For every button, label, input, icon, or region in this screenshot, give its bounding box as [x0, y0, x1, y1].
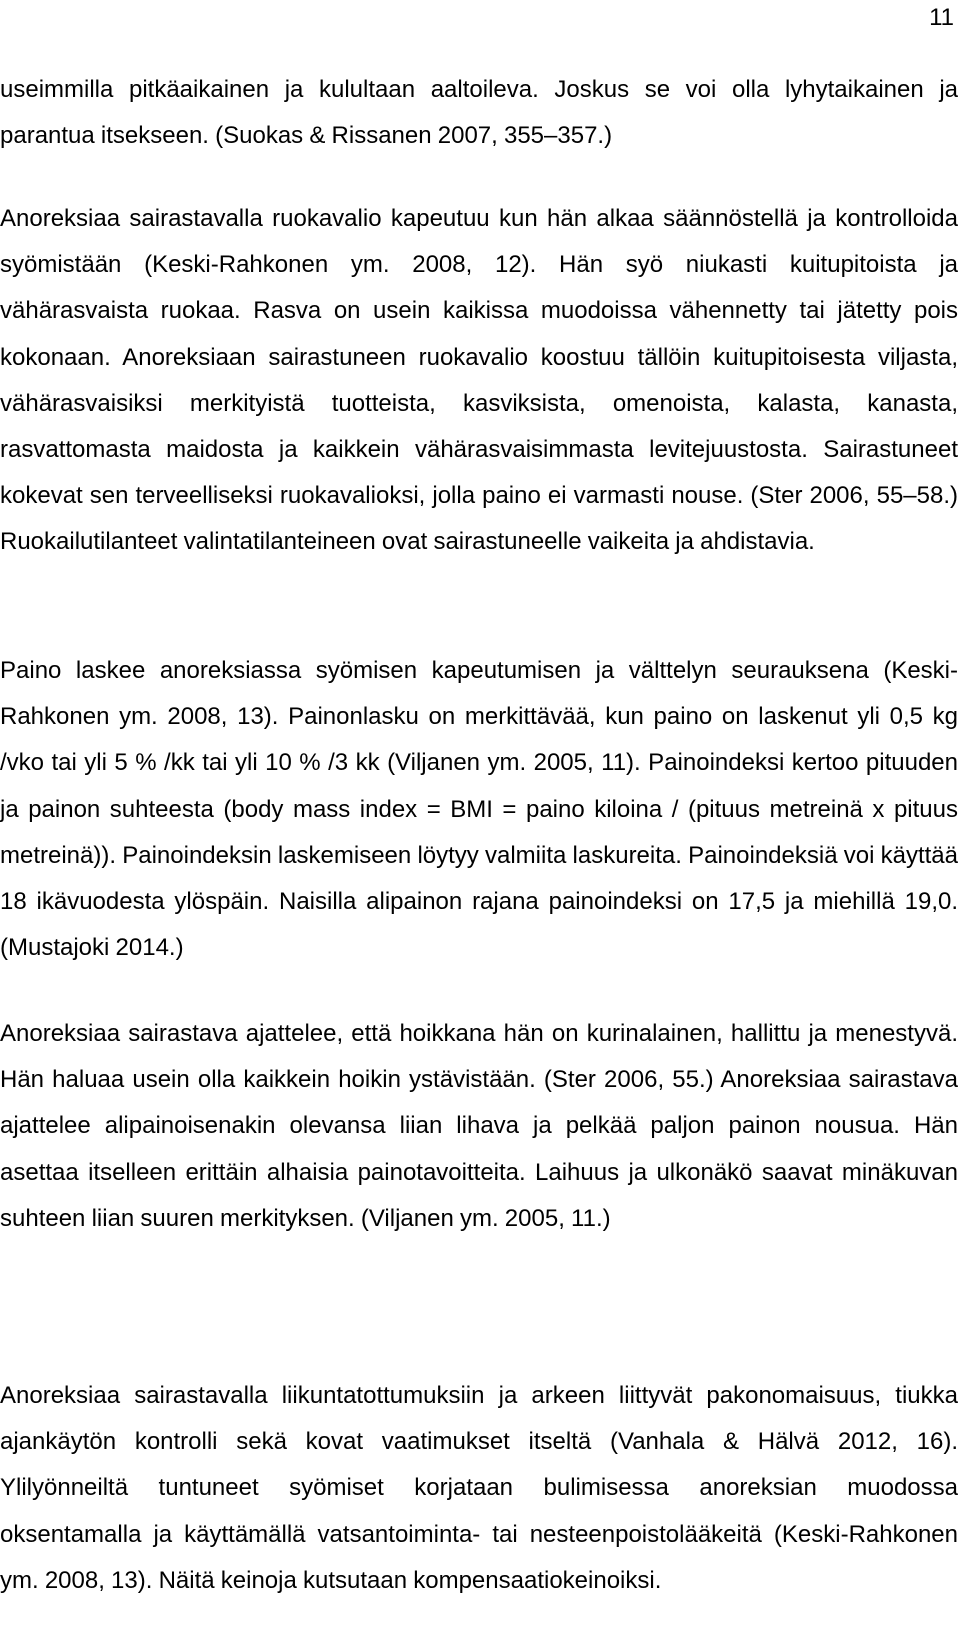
- paragraph-compensation: Anoreksiaa sairastavalla liikuntatottumuksiin ja arkeen liittyvät pakonomaisuus, tiukka ajankäytön kontrolli sekä kovat vaatimukset itseltä (Vanhala & Hälvä 2012, 16). Ylilyönneiltä tuntuneet syömiset korjataan bulimisessa anoreksian muodossa oksentamalla ja käyttämällä vatsantoiminta- tai nesteenpoistolääkeitä (Keski-Rahkonen ym. 2008, 13). Näitä keinoja kutsutaan kompensaatiokeinoiksi.: [0, 1382, 958, 1594]
- paragraph-weight-loss-bmi: Paino laskee anoreksiassa syömisen kapeutumisen ja välttelyn seurauksena (Keski-Rahkonen ym. 2008, 13). Painonlasku on merkittävää, kun paino on laskenut yli 0,5 kg /vko tai yli 5 % /kk tai yli 10 % /3 kk (Viljanen ym. 2005, 11). Painoindeksi kertoo pituuden ja painon suhteesta (body mass index = BMI = paino kiloina / (pituus metreinä x pituus metreinä)). Painoindeksin laskemiseen löytyy valmiita laskureita. Painoindeksiä voi käyttää 18 ikävuodesta ylöspäin. Naisilla alipainon rajana painoindeksi on 17,5 ja miehillä 19,0. (Mustajoki 2014.): [0, 657, 958, 962]
- paragraph-self-image: Anoreksiaa sairastava ajattelee, että hoikkana hän on kurinalainen, hallittu ja menestyvä. Hän haluaa usein olla kaikkein hoikin ystävistään. (Ster 2006, 55.) Anoreksiaa sairastava ajattelee alipainoisenakin olevansa liian lihava ja pelkää paljon painon nousua. Hän asettaa itselleen erittäin alhaisia painotavoitteita. Laihuus ja ulkonäkö saavat minäkuvan suhteen liian suuren merkityksen. (Viljanen ym. 2005, 11.): [0, 1020, 958, 1232]
- page-number: 11: [929, 4, 954, 31]
- paragraph-diet: Anoreksiaa sairastavalla ruokavalio kapeutuu kun hän alkaa säännöstellä ja kontrolloida syömistään (Keski-Rahkonen ym. 2008, 12). Hän syö niukasti kuitupitoista ja vähärasvaista ruokaa. Rasva on usein kaikissa muodoissa vähennetty tai jätetty pois kokonaan. Anoreksiaan sairastuneen ruokavalio koostuu tällöin kuitupitoisesta viljasta, vähärasvaisiksi merkityistä tuotteista, kasviksista, omenoista, kalasta, kanasta, rasvattomasta maidosta ja kaikkein vähärasvaisimmasta levitejuustosta. Sairastuneet kokevat sen terveelliseksi ruokavalioksi, jolla paino ei varmasti nouse. (Ster 2006, 55–58.) Ruokailutilanteet valintatilanteineen ovat sairastuneelle vaikeita ja ahdistavia.: [0, 205, 958, 556]
- paragraph-course-of-illness: useimmilla pitkäaikainen ja kulultaan aaltoileva. Joskus se voi olla lyhytaikainen ja parantua itsekseen. (Suokas & Rissanen 2007, 355–357.): [0, 76, 958, 150]
